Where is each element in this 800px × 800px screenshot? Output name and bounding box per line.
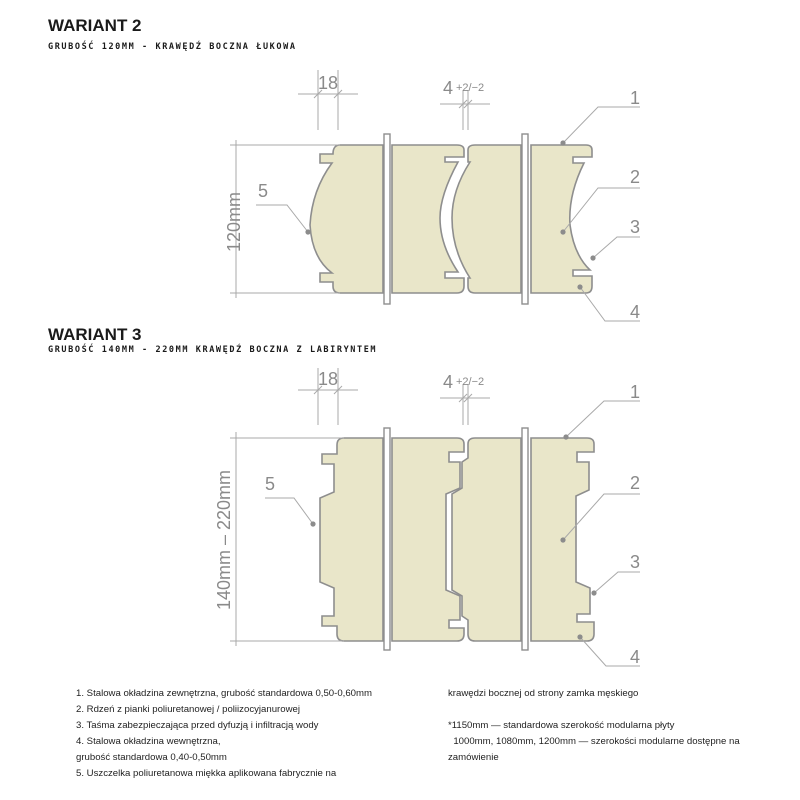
v3-callout-5: 5 [265,474,276,494]
legend-item-1: 1. Stalowa okładzina zewnętrzna, grubość standardowa 0,50-0,60mm [76,688,372,699]
legend-left [76,686,372,782]
note-available-widths: 1000mm, 1080mm, 1200mm — szerokości modularne dostępne na [448,736,740,747]
v3-dim-18: 18 [317,369,339,389]
v2-callout-1: 1 [630,88,641,108]
v2-dim-4: 4 [443,78,454,98]
v3-callout-2: 2 [630,473,641,493]
legend-spacer [448,702,740,718]
v3-panel-right-a [452,438,521,641]
note-on-order: zamówienie [448,752,499,763]
v2-panel-left [310,145,383,293]
variant3-title: WARIANT 3 [48,325,142,344]
v3-panel-left [320,438,383,641]
legend-item-4: 4. Stalowa okładzina wewnętrzna, [76,736,221,747]
v2-callout-4: 4 [630,302,641,322]
variant2-subtitle: GRUBOŚĆ 120MM - KRAWĘDŹ BOCZNA ŁUKOWA [48,42,297,52]
v2-panel-right-a [452,145,521,293]
legend-right [448,686,740,766]
variant2-diagram [224,70,640,322]
v2-dim-height: 120mm [224,191,244,253]
v2-callout-3: 3 [630,217,641,237]
legend-item-3: 3. Taśma zabezpieczająca przed dyfuzją i infiltracją wody [76,720,319,731]
variant2-title: WARIANT 2 [48,16,142,35]
note-standard-width: *1150mm — standardowa szerokość modularna płyty [448,720,675,731]
v2-dim-4-tolerance: +2/−2 [456,82,485,94]
v3-callout-4: 4 [630,647,641,667]
v2-dim-18: 18 [317,73,339,93]
v3-dim-4: 4 [443,372,454,392]
variant3-subtitle: GRUBOŚĆ 140MM - 220MM KRAWĘDŹ BOCZNA Z LABIRYNTEM [48,345,378,355]
legend-item-5: 5. Uszczelka poliuretanowa miękka aplikowana fabrycznie na [76,768,337,779]
v3-dim-height: 140mm – 220mm [214,469,234,611]
v2-callout-2: 2 [630,167,641,187]
v3-callout-1: 1 [630,382,641,402]
legend-item-2: 2. Rdzeń z pianki poliuretanowej / poliizocyjanurowej [76,704,300,715]
v3-dim-4-tolerance: +2/−2 [456,376,485,388]
variant3-diagram [214,368,640,667]
legend-item-4-cont: grubość standardowa 0,40-0,50mm [76,752,227,763]
v2-panel-right-b [531,145,592,293]
v2-callout-5: 5 [258,181,269,201]
legend-item-5-cont: krawędzi bocznej od strony zamka męskiego [448,688,639,699]
v3-callout-3: 3 [630,552,641,572]
